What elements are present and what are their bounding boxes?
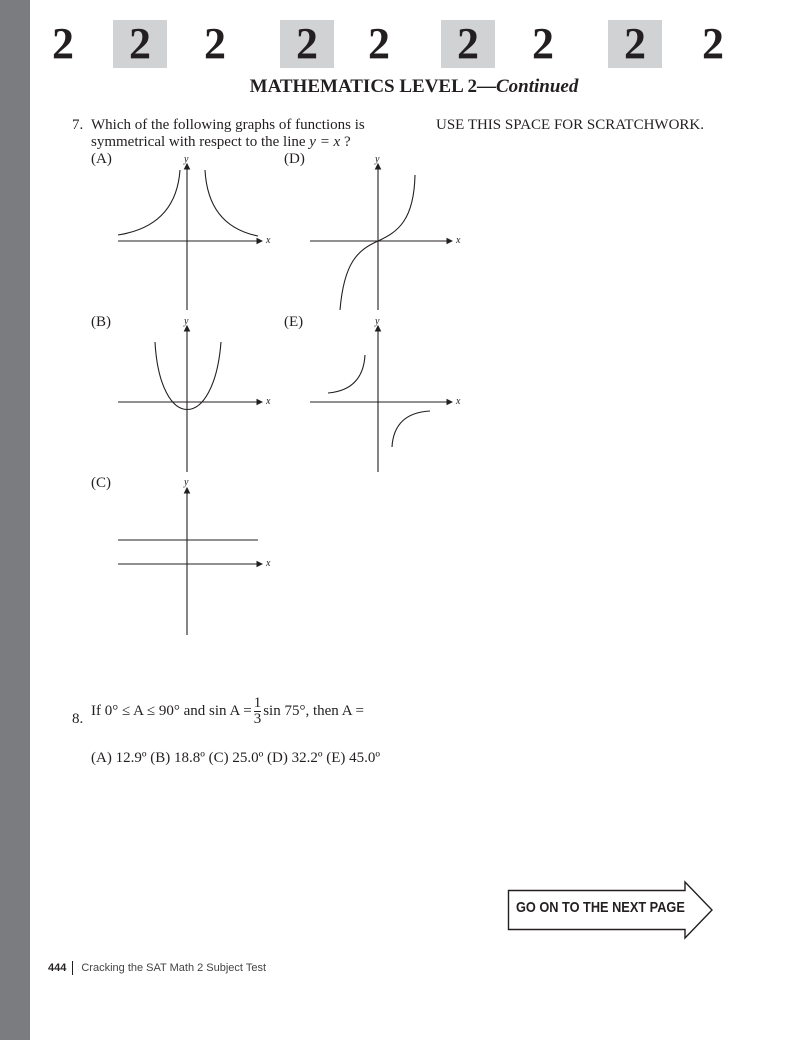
q7-text: Which of the following graphs of functions is [91,117,365,133]
footer [48,961,266,975]
section-digit: 2 [113,20,167,68]
page-number: 444 [48,961,67,974]
section-digit: 2 [368,19,390,68]
option-b-label: (B) [91,314,111,330]
y-axis-label: y [375,316,380,327]
section-digit: 2 [532,19,554,68]
graph-a [118,164,262,310]
next-page-label: GO ON TO THE NEXT PAGE [516,899,685,916]
option-c-label: (C) [91,475,111,491]
q8-number: 8. [72,711,84,727]
y-axis-label: y [184,477,189,488]
scratchwork-note: USE THIS SPACE FOR SCRATCHWORK. [436,117,704,133]
x-axis-label: x [266,558,271,569]
graph-e [310,326,452,472]
section-digit: 2 [52,19,74,68]
x-axis-label: x [456,396,461,407]
x-axis-label: x [266,235,271,246]
section-digit: 2 [702,19,724,68]
graph-d [310,164,452,310]
q8-choices: (A) 12.9º (B) 18.8º (C) 25.0º (D) 32.2º (E) 45.0º [91,750,381,766]
book-title: Cracking the SAT Math 2 Subject Test [81,961,267,974]
q8-text: If 0° ≤ A ≤ 90° and sin A = $\frac{1}{3}$ sin 75°, then A = [91,695,364,727]
section-digit: 2 [280,20,334,68]
y-axis-label: y [184,316,189,327]
page-title: MATHEMATICS LEVEL 2—Continued [249,76,579,97]
section-digit: 2 [608,20,662,68]
y-axis-label: y [375,154,380,165]
x-axis-label: x [266,396,271,407]
option-d-label: (D) [284,151,305,167]
q7-number: 7. [72,117,84,133]
option-e-label: (E) [284,314,304,330]
section-digit: 2 [441,20,495,68]
option-a-label: (A) [91,151,112,167]
graph-c [118,488,262,635]
section-digit: 2 [204,19,226,68]
q7-text-2: symmetrical with respect to the line y = x ? [91,134,351,150]
y-axis-label: y [184,154,189,165]
graph-b [118,326,262,472]
x-axis-label: x [456,235,461,246]
